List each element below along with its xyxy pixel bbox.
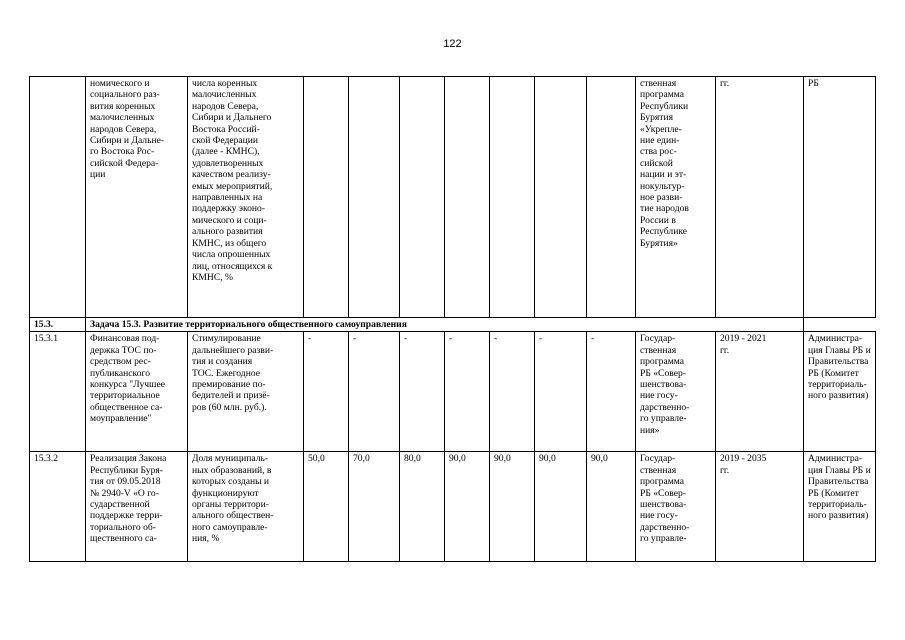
value-cell bbox=[535, 77, 587, 318]
value-cell: 80,0 bbox=[400, 452, 445, 562]
period-cell: 2019 - 2021 гг. bbox=[716, 332, 804, 452]
measure-name-cell: Реализация Закона Республики Буря- тия от 09.05.2018 № 2940-V «О го- сударственной поддержке терри- ториального об- щественного са- bbox=[86, 452, 188, 562]
value-cell bbox=[587, 77, 636, 318]
period-cell: гг. bbox=[716, 77, 804, 318]
value-cell bbox=[349, 77, 400, 318]
program-table bbox=[29, 76, 876, 562]
value-cell: 70,0 bbox=[349, 452, 400, 562]
measure-name-cell: номического и социального раз- вития коренных малочисленных народов Севера, Сибири и Дальне- го Востока Рос- сийской Федера- ции bbox=[86, 77, 188, 318]
task-title-cell: Задача 15.3. Развитие территориального общественного самоуправления bbox=[86, 318, 804, 332]
responsible-cell: Администра- ция Главы РБ и Правительства РБ (Комитет территориаль- ного развития) bbox=[804, 332, 876, 452]
value-cell: - bbox=[535, 332, 587, 452]
table-row bbox=[30, 332, 876, 452]
value-cell bbox=[304, 77, 349, 318]
value-cell: - bbox=[304, 332, 349, 452]
value-cell: - bbox=[400, 332, 445, 452]
value-cell: - bbox=[490, 332, 535, 452]
period-cell: 2019 - 2035 гг. bbox=[716, 452, 804, 562]
indicator-cell: Доля муниципаль- ных образований, в которых созданы и функционируют органы территори- ального обществен- ного самоуправле- ния, % bbox=[188, 452, 304, 562]
measure-name-cell: Финансовая под- держка ТОС по- средством рес- публиканского конкурса "Лучшее территориальное общественное са- моуправление" bbox=[86, 332, 188, 452]
table-row bbox=[30, 77, 876, 318]
value-cell bbox=[400, 77, 445, 318]
row-number-cell bbox=[30, 77, 86, 318]
value-cell: 50,0 bbox=[304, 452, 349, 562]
row-number-cell: 15.3.2 bbox=[30, 452, 86, 562]
value-cell: - bbox=[349, 332, 400, 452]
program-cell: Государ- ственная программа РБ «Совер- шенствова- ние госу- дарственно- го управле- bbox=[636, 452, 716, 562]
value-cell bbox=[490, 77, 535, 318]
program-cell: Государ- ственная программа РБ «Совер- шенствова- ние госу- дарственно- го управле- ния» bbox=[636, 332, 716, 452]
task-row bbox=[30, 318, 876, 332]
indicator-cell: Стимулирование дальнейшего разви- тия и создания ТОС. Ежегодное премирование по- бедителей и призё- ров (60 млн. руб.). bbox=[188, 332, 304, 452]
table-row bbox=[30, 452, 876, 562]
value-cell: 90,0 bbox=[445, 452, 490, 562]
value-cell: 90,0 bbox=[535, 452, 587, 562]
value-cell: 90,0 bbox=[587, 452, 636, 562]
row-number-cell: 15.3.1 bbox=[30, 332, 86, 452]
page-number: 122 bbox=[443, 38, 462, 50]
value-cell: - bbox=[587, 332, 636, 452]
indicator-cell: числа коренных малочисленных народов Севера, Сибири и Дальнего Востока Россий- ской Федерации (далее - КМНС), удовлетворенных качеством реализу- емых мероприятий, направленных на поддержку эконо- мического и соци- ального развития КМНС, из общего числа опрошенных лиц, относящихся к КМНС, % bbox=[188, 77, 304, 318]
task-number-cell: 15.3. bbox=[30, 318, 86, 332]
responsible-cell: Администра- ция Главы РБ и Правительства РБ (Комитет территориаль- ного развития) bbox=[804, 452, 876, 562]
responsible-cell: РБ bbox=[804, 77, 876, 318]
value-cell: 90,0 bbox=[490, 452, 535, 562]
program-cell: ственная программа Республики Бурятия «Укрепле- ние един- ства рос- сийской нации и эт- нокультур- ное разви- тие народов России в Республике Бурятия» bbox=[636, 77, 716, 318]
value-cell bbox=[445, 77, 490, 318]
value-cell: - bbox=[445, 332, 490, 452]
